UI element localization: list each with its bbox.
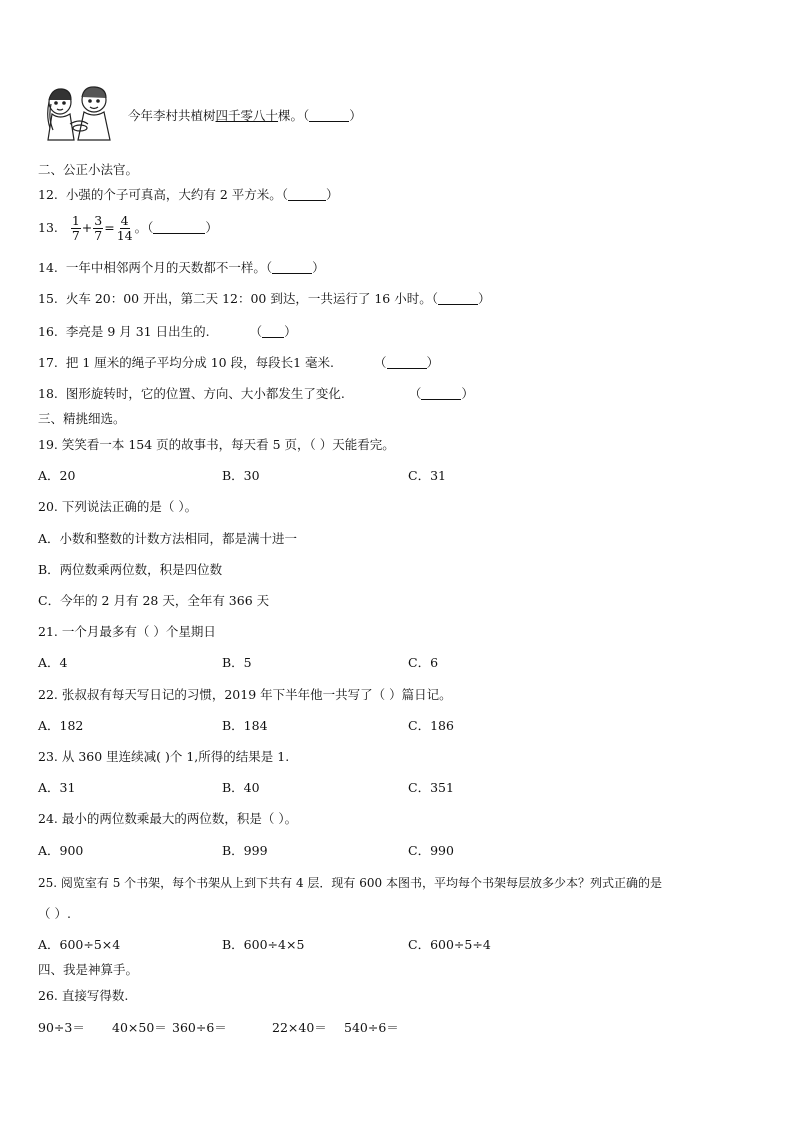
question-14 <box>38 260 325 276</box>
q20-option-b[interactable]: B．两位数乘两位数，积是四位数 <box>38 562 223 577</box>
header-question <box>128 108 362 124</box>
q22-option-c[interactable]: C．186 <box>408 718 454 733</box>
q22-option-a[interactable]: A．182 <box>38 718 84 733</box>
question-19: 19. 笑笑看一本 154 页的故事书，每天看 5 页，（ ）天能看完。 <box>38 437 395 452</box>
paren-close: ） <box>426 355 440 370</box>
question-15 <box>38 291 490 307</box>
question-text: 李亮是 9 月 31 日出生的. <box>65 324 210 339</box>
q19-option-c[interactable]: C．31 <box>408 468 446 483</box>
question-text: 把 1 厘米的绳子平均分成 10 段，每段长1 毫米. <box>65 355 334 370</box>
question-23: 23. 从 360 里连续减( )个 1,所得的结果是 1. <box>38 749 290 764</box>
answer-blank[interactable] <box>438 292 478 305</box>
question-21: 21. 一个月最多有（ ）个星期日 <box>38 624 216 639</box>
question-text: 一年中相邻两个月的天数都不一样。（ <box>65 260 273 275</box>
paren-open: （ <box>249 324 263 339</box>
q25-option-a[interactable]: A．600÷5×4 <box>38 937 121 952</box>
header-text-post: 棵。（ <box>278 108 310 123</box>
q25-option-b[interactable]: B．600÷4×5 <box>222 937 305 952</box>
q21-option-c[interactable]: C．6 <box>408 655 439 670</box>
header-text: 今年李村共植树 <box>128 108 216 123</box>
question-number: 17. <box>38 355 58 370</box>
answer-blank[interactable] <box>387 356 427 369</box>
answer-blank[interactable] <box>153 221 205 234</box>
q24-option-b[interactable]: B．999 <box>222 843 268 858</box>
question-12 <box>38 187 339 203</box>
calc-expression: 90÷3＝ <box>38 1020 85 1035</box>
q23-option-b[interactable]: B．40 <box>222 780 260 795</box>
equals-sign: = <box>104 220 115 235</box>
paren-close: ） <box>312 260 325 275</box>
paren-open: （ <box>408 386 422 401</box>
question-24: 24. 最小的两位数乘最大的两位数，积是（ ）。 <box>38 811 298 826</box>
paren-close: ） <box>326 187 339 202</box>
paren-close: ） <box>461 386 474 401</box>
q21-option-a[interactable]: A．4 <box>38 655 68 670</box>
q24-option-a[interactable]: A．900 <box>38 843 84 858</box>
q22-option-b[interactable]: B．184 <box>222 718 268 733</box>
calc-expression: 360÷6＝ <box>172 1020 227 1035</box>
question-number: 18. <box>38 386 58 401</box>
question-tail: 。（ <box>134 220 154 235</box>
q23-option-a[interactable]: A．31 <box>38 780 76 795</box>
underlined-number: 四千零八十 <box>215 108 279 123</box>
q20-option-c[interactable]: C．今年的 2 月有 28 天，全年有 366 天 <box>38 593 270 608</box>
question-text: 图形旋转时，它的位置、方向、大小都发生了变化. <box>65 386 345 401</box>
plus-sign: + <box>81 220 93 235</box>
question-text: 火车 20：00 开出，第二天 12：00 到达，一共运行了 16 小时。（ <box>65 291 438 306</box>
question-18 <box>38 386 474 402</box>
q20-option-a[interactable]: A．小数和整数的计数方法相同，都是满十进一 <box>38 531 298 546</box>
answer-blank[interactable] <box>272 261 312 274</box>
paren-close: ） <box>284 324 297 339</box>
fraction-2: $\frac{3}{7}$ <box>94 213 103 243</box>
question-17 <box>38 355 439 371</box>
paren-close: ） <box>349 108 362 123</box>
question-number: 13. <box>38 220 58 235</box>
calc-expression: 40×50＝ <box>112 1020 167 1035</box>
question-16 <box>38 324 297 340</box>
question-number: 12. <box>38 187 58 202</box>
question-25: 25. 阅览室有 5 个书架，每个书架从上到下共有 4 层．现有 600 本图书，平均每个书架每层放多少本？列式正确的是 <box>38 876 662 890</box>
fraction-1: $\frac{1}{7}$ <box>71 213 80 243</box>
question-25-cont: （ ）. <box>38 906 71 921</box>
paren-close: ） <box>205 220 218 235</box>
q21-option-b[interactable]: B．5 <box>222 655 252 670</box>
paren-open: （ <box>374 355 387 370</box>
answer-blank[interactable] <box>421 387 461 400</box>
fraction-3: $\frac{4}{14}$ <box>116 213 133 243</box>
children-illustration <box>40 82 118 144</box>
question-13 <box>38 213 218 243</box>
question-number: 14. <box>38 260 58 275</box>
answer-blank[interactable] <box>309 109 349 122</box>
calc-expression: 22×40＝ <box>272 1020 327 1035</box>
question-number: 15. <box>38 291 58 306</box>
answer-blank[interactable] <box>262 325 284 338</box>
paren-close: ） <box>477 291 491 306</box>
answer-blank[interactable] <box>288 188 326 201</box>
question-22: 22. 张叔叔有每天写日记的习惯，2019 年下半年他一共写了（ ）篇日记。 <box>38 687 452 702</box>
question-20: 20. 下列说法正确的是（ ）。 <box>38 499 198 514</box>
section-3-title: 三、精挑细选。 <box>38 411 126 426</box>
question-number: 16. <box>38 324 58 339</box>
question-text: 小强的个子可真高，大约有 2 平方米。（ <box>65 187 288 202</box>
q24-option-c[interactable]: C．990 <box>408 843 454 858</box>
q19-option-a[interactable]: A．20 <box>38 468 76 483</box>
q25-option-c[interactable]: C．600÷5÷4 <box>408 937 491 952</box>
question-26: 26. 直接写得数. <box>38 988 129 1003</box>
section-4-title: 四、我是神算手。 <box>38 962 139 977</box>
calc-expression: 540÷6＝ <box>344 1020 399 1035</box>
q23-option-c[interactable]: C．351 <box>408 780 454 795</box>
section-2-title: 二、公正小法官。 <box>38 162 139 177</box>
q19-option-b[interactable]: B．30 <box>222 468 260 483</box>
